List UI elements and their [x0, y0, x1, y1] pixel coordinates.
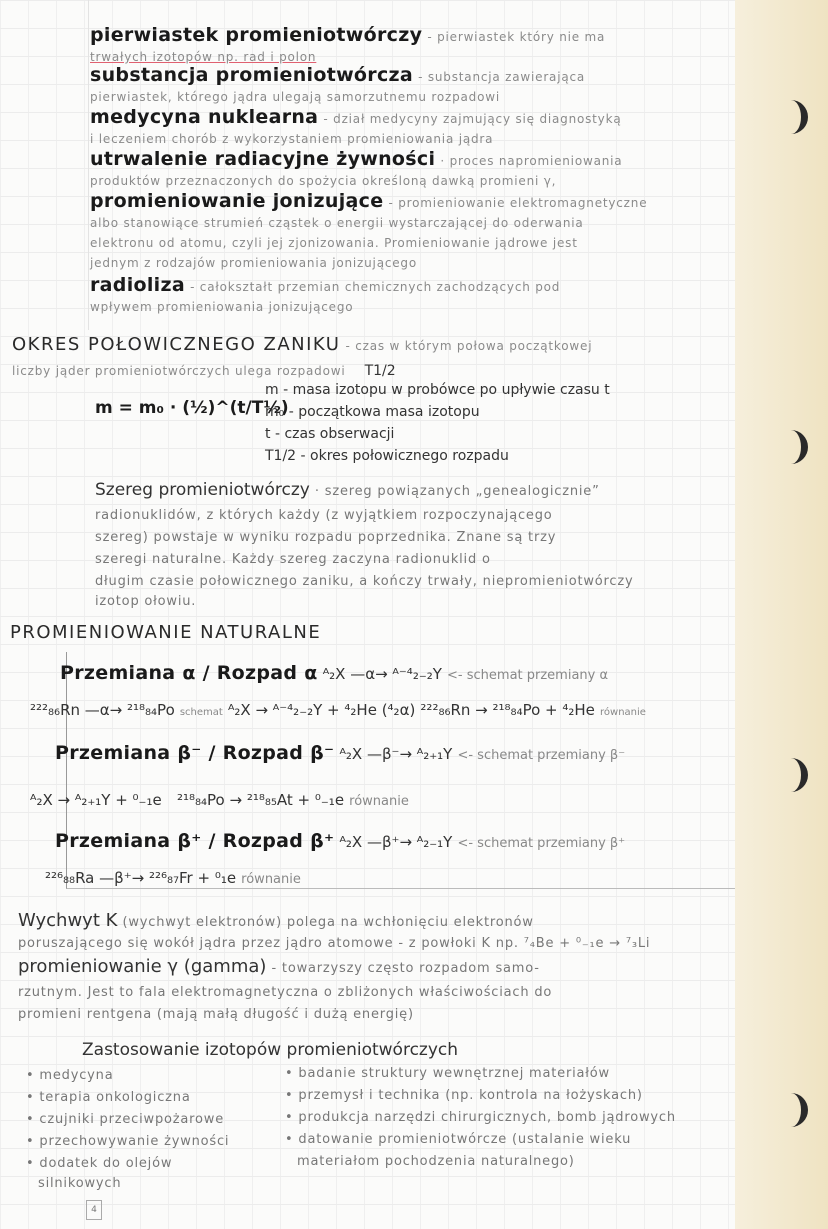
- definition-line: [90, 106, 622, 128]
- note: równanie: [600, 707, 646, 718]
- paper-edge: [735, 0, 828, 1229]
- term: radioliza: [90, 274, 185, 296]
- equation: ²¹⁸₈₄Po → ²¹⁸₈₅At + ⁰₋₁e: [176, 791, 345, 809]
- list-item: • przechowywanie żywności: [26, 1134, 230, 1149]
- equation: ²²²₈₆Rn —α→ ²¹⁸₈₄Po: [30, 701, 175, 719]
- definition-line: [90, 24, 605, 46]
- beta-minus-equations: [30, 790, 409, 809]
- definition-line: [90, 274, 560, 296]
- definition: albo stanowiące strumień cząstek o energii wystarczającej do oderwania: [90, 216, 584, 230]
- term: Szereg promieniotwórczy: [95, 480, 310, 500]
- definition: elektronu od atomu, czyli jej zjonizowania. Promieniowanie jądrowe jest: [90, 236, 578, 250]
- definition: - pierwiastek który nie ma: [427, 30, 606, 44]
- scheme: ᴬ₂X —β⁺→ ᴬ₂₋₁Y: [339, 833, 453, 851]
- definition-line: [90, 190, 647, 212]
- term: Wychwyt K: [18, 910, 118, 931]
- list-item: • badanie struktury wewnętrznej materiałów: [285, 1066, 610, 1081]
- definition-line: [90, 148, 622, 170]
- definition: - towarzyszy często rozpadom samo-: [271, 961, 540, 976]
- list-item: • produkcja narzędzi chirurgicznych, bomb jądrowych: [285, 1110, 676, 1125]
- term: pierwiastek promieniotwórczy: [90, 24, 423, 46]
- list-item-text: datowanie promieniotwórcze (ustalanie wieku: [298, 1132, 632, 1147]
- list-item: • terapia onkologiczna: [26, 1090, 191, 1105]
- definition: pierwiastek, którego jądra ulegają samorzutnemu rozpadowi: [90, 90, 500, 104]
- list-item-text: produkcja narzędzi chirurgicznych, bomb jądrowych: [298, 1110, 676, 1125]
- definition: liczby jąder promieniotwórczych ulega rozpadowi: [12, 364, 346, 378]
- definition: - czas w którym połowa początkowej: [345, 339, 593, 353]
- definition: · szereg powiązanych „genealogicznie”: [314, 484, 600, 499]
- list-item-text: przechowywanie żywności: [39, 1134, 230, 1149]
- definition: trwałych izotopów np. rad i polon: [90, 50, 317, 64]
- list-item-text: materiałom pochodzenia naturalnego): [297, 1154, 575, 1169]
- list-item: • datowanie promieniotwórcze (ustalanie wieku: [285, 1132, 632, 1147]
- equation: ᴬ₂X → ᴬ⁻⁴₂₋₂Y + ⁴₂He (⁴₂α): [227, 701, 416, 719]
- list-item-text: badanie struktury wewnętrznej materiałów: [298, 1066, 610, 1081]
- beta-plus-equation: [45, 868, 301, 887]
- scheme: ᴬ₂X —α→ ᴬ⁻⁴₂₋₂Y: [322, 665, 442, 683]
- list-item-text: silnikowych: [38, 1176, 122, 1191]
- formula-legend: T1/2 - okres połowicznego rozpadu: [265, 448, 509, 464]
- alpha-equations: [30, 700, 646, 719]
- formula-legend: m - masa izotopu w probówce po upływie czasu t: [265, 382, 610, 398]
- term: substancja promieniotwórcza: [90, 64, 414, 86]
- list-item: • przemysł i technika (np. kontrola na łożyskach): [285, 1088, 643, 1103]
- definition: izotop ołowiu.: [95, 594, 197, 609]
- definition: produktów przeznaczonych do spożycia określoną dawką promieni γ,: [90, 174, 557, 188]
- note: schemat: [179, 707, 223, 718]
- beta-plus-header: [55, 830, 625, 852]
- list-item-text: terapia onkologiczna: [39, 1090, 191, 1105]
- equation: ᴬ₂X → ᴬ₂₊₁Y + ⁰₋₁e: [30, 791, 162, 809]
- subtitle: Przemiana β⁺ / Rozpad β⁺: [55, 830, 335, 852]
- definition: rzutnym. Jest to fala elektromagnetyczna o zbliżonych właściwościach do: [18, 985, 553, 1000]
- term: promieniowanie jonizujące: [90, 190, 384, 212]
- list-item: • dodatek do olejów: [26, 1156, 173, 1171]
- formula: m = m₀ · (½)^(t/T½): [95, 398, 289, 418]
- half-life-line: [12, 334, 592, 355]
- note: <- schemat przemiany α: [447, 668, 609, 683]
- term: medycyna nuklearna: [90, 106, 319, 128]
- definition: (wychwyt elektronów) polega na wchłonięciu elektronów: [122, 915, 534, 930]
- note: równanie: [241, 872, 301, 887]
- definition: · proces napromieniowania: [440, 154, 623, 168]
- definition: poruszającego się wokół jądra przez jądro atomowe - z powłoki K np. ⁷₄Be + ⁰₋₁e → ⁷₃Li: [18, 936, 651, 951]
- section-title: Zastosowanie izotopów promieniotwórczych: [82, 1040, 459, 1060]
- definition: i leczeniem chorób z wykorzystaniem promieniowania jądra: [90, 132, 494, 146]
- alpha-header: [60, 662, 608, 684]
- list-item-text: medycyna: [39, 1068, 114, 1083]
- note: <- schemat przemiany β⁺: [457, 836, 626, 851]
- list-item: • medycyna: [26, 1068, 114, 1083]
- definition: jednym z rodzajów promieniowania jonizującego: [90, 256, 417, 270]
- definition: szeregi naturalne. Każdy szereg zaczyna radionuklid o: [95, 552, 491, 567]
- definition: szereg) powstaje w wyniku rozpadu poprzednika. Znane są trzy: [95, 530, 557, 545]
- subtitle: Przemiana β⁻ / Rozpad β⁻: [55, 742, 335, 764]
- formula-legend: t - czas obserwacji: [265, 426, 395, 442]
- definition: długim czasie połowicznego zaniku, a kończy trwały, niepromieniotwórczy: [95, 574, 634, 589]
- beta-minus-header: [55, 742, 625, 764]
- definition: - całokształt przemian chemicznych zachodzących pod: [190, 280, 561, 294]
- list-item-text: przemysł i technika (np. kontrola na łożyskach): [298, 1088, 643, 1103]
- definition: - dział medycyny zajmujący się diagnostyką: [323, 112, 622, 126]
- section-title: PROMIENIOWANIE NATURALNE: [10, 622, 322, 643]
- capture-line: [18, 910, 534, 931]
- half-life-line: [12, 360, 396, 379]
- definition: - substancja zawierająca: [418, 70, 586, 84]
- subtitle: Przemiana α / Rozpad α: [60, 662, 318, 684]
- definition: - promieniowanie elektromagnetyczne: [388, 196, 648, 210]
- scheme: ᴬ₂X —β⁻→ ᴬ₂₊₁Y: [339, 745, 453, 763]
- definition: radionuklidów, z których każdy (z wyjątkiem rozpoczynającego: [95, 508, 553, 523]
- section-title: OKRES POŁOWICZNEGO ZANIKU: [12, 334, 341, 355]
- note: równanie: [349, 794, 409, 809]
- definition: promieni rentgena (mają małą długość i dużą energię): [18, 1007, 414, 1022]
- note: <- schemat przemiany β⁻: [457, 748, 626, 763]
- series-line: [95, 480, 600, 500]
- definition-line: [90, 64, 585, 86]
- equation: ²²⁶₈₈Ra —β⁺→ ²²⁶₈₇Fr + ⁰₁e: [45, 869, 237, 887]
- definition: wpływem promieniowania jonizującego: [90, 300, 354, 314]
- gamma-line: [18, 956, 540, 977]
- term: utrwalenie radiacyjne żywności: [90, 148, 436, 170]
- symbol: T1/2: [364, 363, 396, 379]
- equation: ²²²₈₆Rn → ²¹⁸₈₄Po + ⁴₂He: [420, 701, 595, 719]
- list-item: • czujniki przeciwpożarowe: [26, 1112, 225, 1127]
- list-item-text: dodatek do olejów: [39, 1156, 173, 1171]
- page-number: 4: [86, 1200, 102, 1220]
- margin-line: [88, 0, 89, 330]
- list-item-text: czujniki przeciwpożarowe: [39, 1112, 225, 1127]
- formula-legend: m₀ - początkowa masa izotopu: [265, 404, 480, 420]
- term: promieniowanie γ (gamma): [18, 956, 267, 977]
- decay-box: [66, 652, 735, 889]
